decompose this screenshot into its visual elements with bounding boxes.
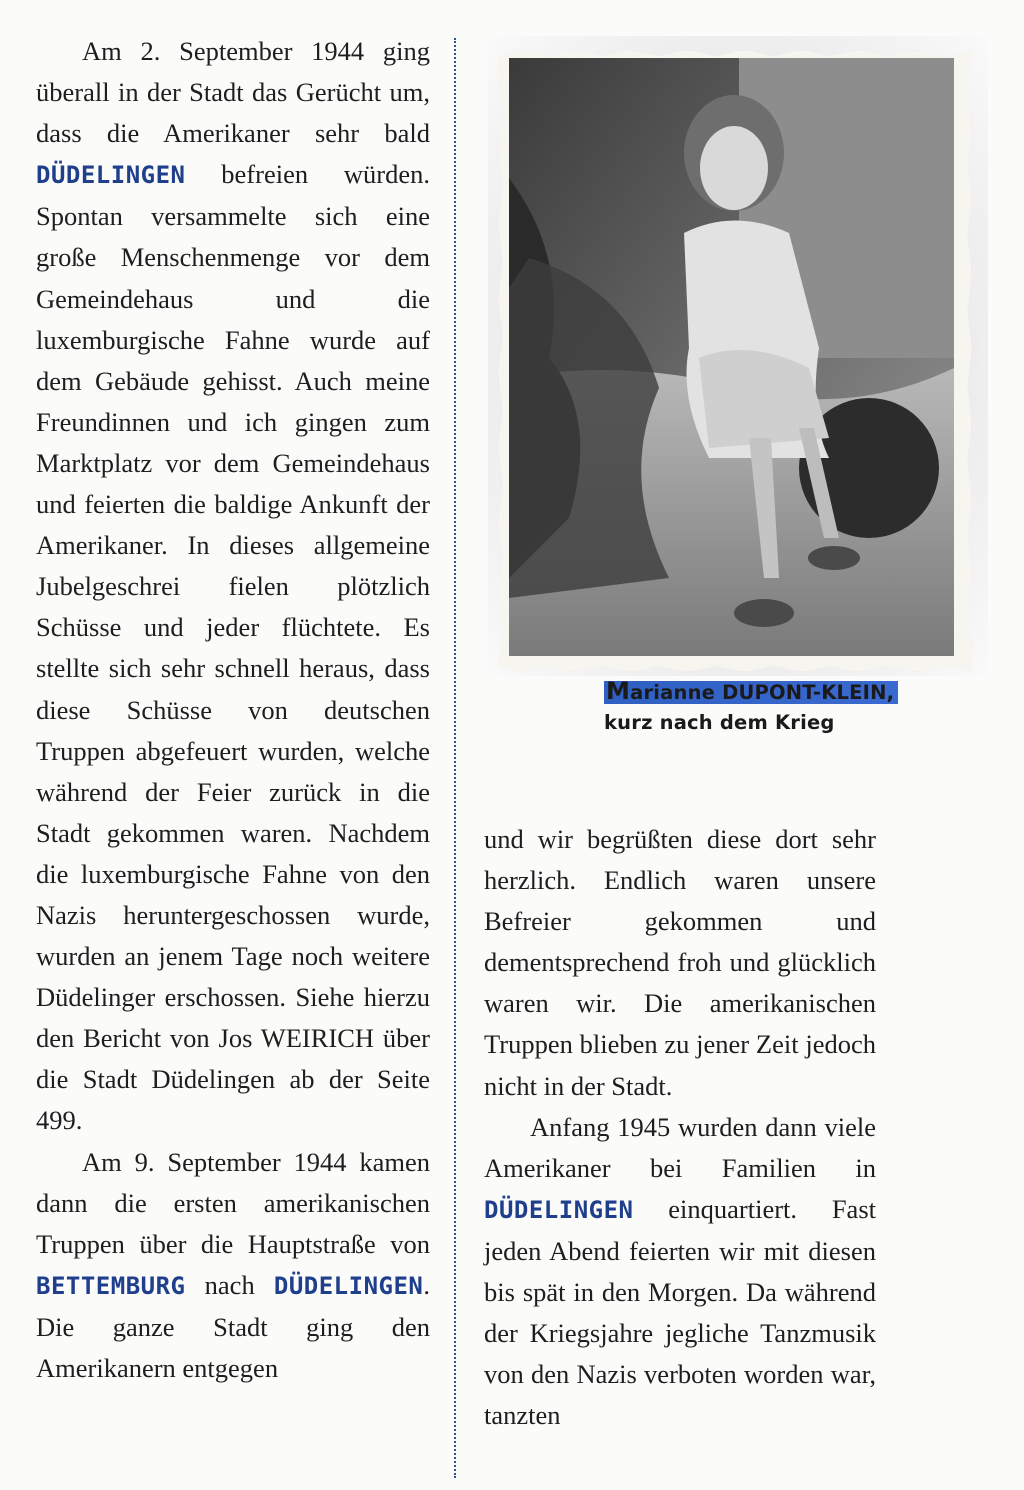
portrait-photo [509, 58, 954, 656]
portrait-photo-drawing [509, 58, 954, 656]
paragraph-american-arrival: Am 9. September 1944 kamen dann die ersten amerikanischen Truppen über die Hauptstraße von BETTEMBURG nach DÜDELINGEN. Die ganze Stadt ging den Amerikanern entgegen [36, 1146, 430, 1383]
left-text-column [36, 31, 430, 1389]
paragraph-quartering: Anfang 1945 wurden dann viele Amerikaner bei Familien in DÜDELINGEN einquartiert. Fast jeden Abend feierten wir mit diesen bis spät in den Morgen. Da während der Kriegsjahre jegliche Tanzmusik von den Nazis verboten worden war, tanzten [484, 1111, 876, 1431]
place-name: DÜDELINGEN [36, 161, 186, 190]
place-name: DÜDELINGEN [273, 1271, 424, 1300]
right-text-column [484, 819, 876, 1436]
place-name: BETTEMBURG [36, 1271, 186, 1300]
column-divider [454, 38, 456, 1478]
place-name: DÜDELINGEN [484, 1195, 634, 1224]
paragraph-liberation-rumor: Am 2. September 1944 ging überall in der Stadt das Gerücht um, dass die Amerikaner sehr bald DÜDELINGEN befreien würden. Spontan versammelte sich eine große Menschenmenge vor dem Gemeindehaus und die luxemburgische Fahne wurde auf dem Gebäude gehisst. Auch meine Freundinnen und ich gingen zum Marktplatz vor dem Gemeindehaus und feierten die baldige Ankunft der Amerikaner. In dieses allgemeine Jubelgeschrei fielen plötzlich Schüsse und jeder flüchtete. Es stellte sich sehr schnell heraus, dass diese Schüsse von deutschen Truppen abgefeuert wurden, welche während der Feier zurück in die Stadt gekommen waren. Nachdem die luxemburgische Fahne von den Nazis heruntergeschossen wurde, wurden an jenem Tage noch weitere Düdelinger erschossen. Siehe hierzu den Bericht von Jos WEIRICH über die Stadt Düdelingen ab der Seite 499. [36, 36, 430, 1136]
photo-caption: Marianne DUPONT-KLEIN, kurz nach dem Krieg [604, 676, 898, 738]
paragraph-welcome: und wir begrüßten diese dort sehr herzlich. Endlich waren unsere Befreier gekommen und dementsprechend froh und glücklich waren wir. Die amerikanischen Truppen blieben zu jener Zeit jedoch nicht in der Stadt. [484, 824, 876, 1101]
